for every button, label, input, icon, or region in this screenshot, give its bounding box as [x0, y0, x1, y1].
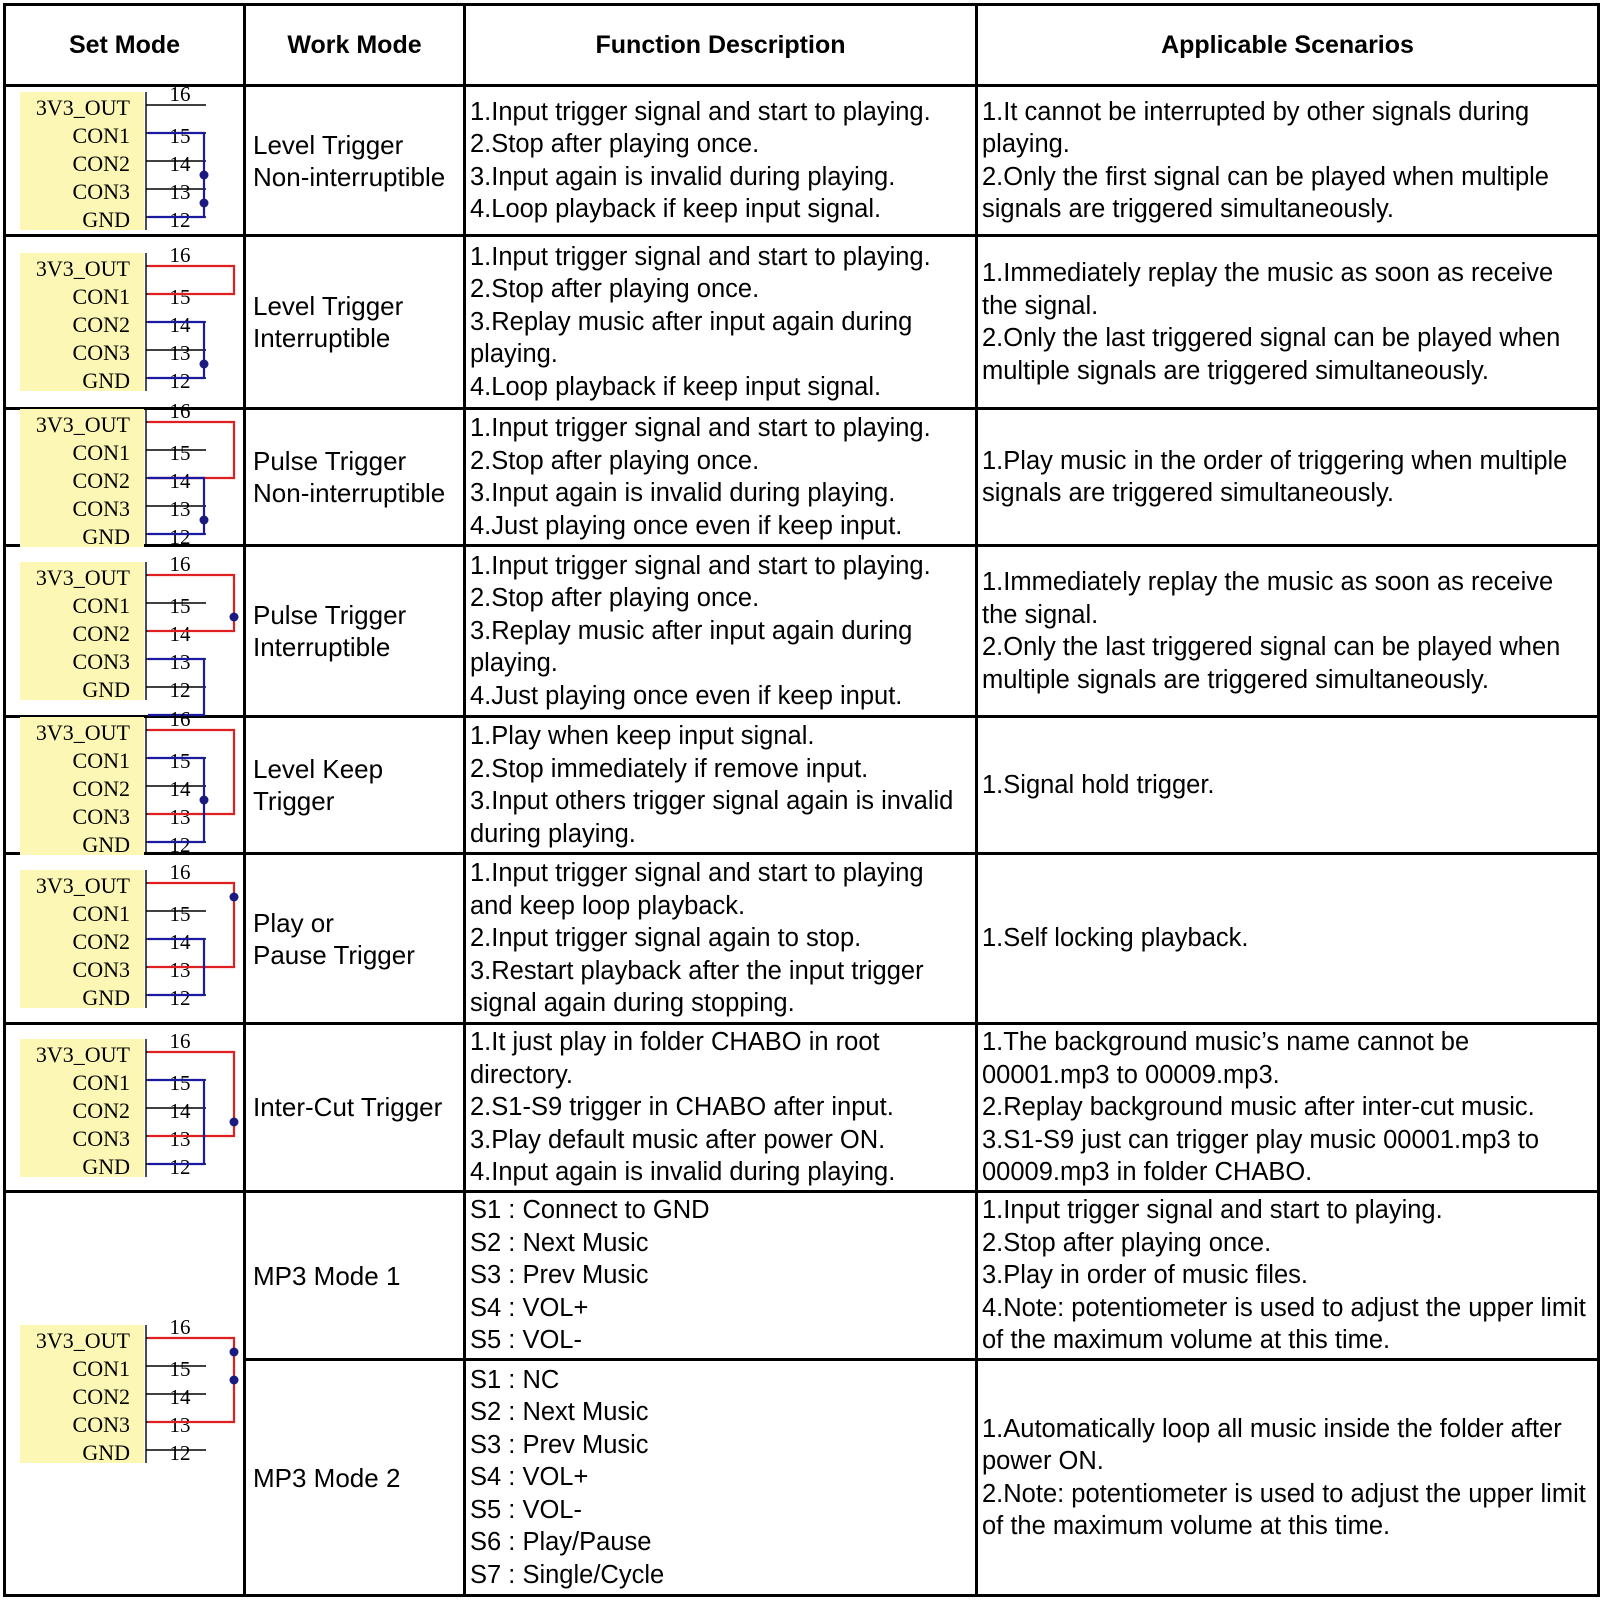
pin-number: 12	[169, 832, 191, 857]
red-jumper-wire	[148, 730, 234, 814]
function-line: 4.Just playing once even if keep input.	[470, 511, 903, 540]
red-jumper-wire	[148, 266, 234, 294]
set-mode-cell	[5, 236, 245, 409]
scenario-line: 2.Stop after playing once.	[982, 1228, 1272, 1257]
pin-number: 12	[169, 1154, 191, 1179]
pin-number: 14	[169, 622, 191, 647]
work-mode-cell	[245, 409, 465, 546]
pin-label: CON2	[72, 621, 130, 647]
pin-number: 12	[169, 678, 191, 703]
function-description-cell	[465, 236, 977, 409]
scenario-line: 1.The background music’s name cannot be 00001.mp3 to 00009.mp3.	[982, 1028, 1470, 1089]
work-mode-cell	[245, 546, 465, 717]
pin-number: 12	[169, 524, 191, 549]
function-line: 3.Play default music after power ON.	[470, 1125, 886, 1154]
pin-number: 14	[169, 151, 191, 176]
function-line: 2.Stop after playing once.	[470, 446, 760, 475]
junction-dot	[200, 360, 209, 369]
pin-label: 3V3_OUT	[35, 1041, 130, 1067]
pin-number: 13	[169, 1126, 191, 1151]
function-line: S7 : Single/Cycle	[470, 1560, 665, 1589]
set-mode-cell	[5, 854, 245, 1024]
work-mode-text: Non-interruptible	[253, 478, 446, 509]
pin-number: 13	[169, 804, 191, 829]
pin-label: CON2	[72, 929, 130, 954]
pin-label: CON3	[72, 803, 130, 829]
pin-number: 16	[169, 1314, 191, 1339]
scenario-line: 2.Note: potentiometer is used to adjust the upper limit of the maximum volume at this time.	[982, 1479, 1586, 1541]
function-line: 2.Stop immediately if remove input.	[470, 754, 869, 783]
work-mode-text: Pause Trigger	[253, 939, 415, 970]
pin-label: CON3	[72, 178, 130, 204]
pin-number: 16	[169, 81, 191, 106]
function-description-cell	[465, 1192, 977, 1360]
function-description-cell	[465, 546, 977, 717]
header-row	[5, 5, 1599, 86]
scenario-line: 2.Only the first signal can be played when multiple signals are triggered simultaneously.	[982, 162, 1549, 224]
function-line: 4.Just playing once even if keep input.	[470, 681, 903, 710]
work-mode-cell	[245, 1192, 465, 1360]
function-line: 1.Input trigger signal and start to playing.	[470, 414, 931, 443]
pin-number: 16	[169, 552, 191, 577]
pin-label: CON1	[72, 122, 130, 148]
jumper-schematic	[6, 81, 240, 232]
pin-label: CON3	[72, 649, 130, 675]
pin-number: 13	[169, 496, 191, 521]
function-line: 4.Input again is invalid during playing.	[470, 1158, 896, 1187]
function-line: S6 : Play/Pause	[470, 1528, 652, 1557]
function-line: 1.It just play in folder CHABO in root directory.	[470, 1028, 880, 1089]
pin-number: 16	[169, 243, 191, 268]
mode-row	[5, 854, 1599, 1024]
function-line: S1 : Connect to GND	[470, 1196, 710, 1225]
applicable-scenarios-cell	[977, 1023, 1599, 1191]
set-mode-cell	[5, 398, 245, 549]
pin-number: 16	[169, 1028, 191, 1053]
pin-number: 15	[169, 748, 191, 773]
set-mode-cell	[5, 1023, 245, 1191]
red-jumper-wire	[148, 1338, 234, 1422]
jumper-schematic	[6, 1028, 240, 1187]
pin-label: CON1	[72, 1069, 130, 1095]
pin-number: 15	[169, 1070, 191, 1095]
pin-number: 16	[169, 706, 191, 731]
pin-label: CON3	[72, 957, 130, 982]
set-mode-cell	[5, 706, 245, 857]
applicable-scenarios-cell	[977, 86, 1599, 236]
function-line: 2.Input trigger signal again to stop.	[470, 924, 862, 953]
pin-number: 13	[169, 1412, 191, 1437]
jumper-schematic	[6, 1201, 240, 1587]
junction-dot	[200, 170, 209, 179]
jumper-schematic	[6, 858, 240, 1019]
junction-dot	[230, 1347, 239, 1356]
pin-number: 15	[169, 1356, 191, 1381]
pin-number: 15	[169, 594, 191, 619]
work-mode-text: Pulse Trigger	[253, 446, 407, 477]
mode-row	[5, 546, 1599, 717]
work-mode-cell	[245, 86, 465, 236]
function-line: S4 : VOL+	[470, 1293, 589, 1322]
pin-label: 3V3_OUT	[35, 565, 130, 591]
pin-label: GND	[82, 206, 130, 232]
function-line: 3.Input again is invalid during playing.	[470, 162, 896, 191]
function-line: S2 : Next Music	[470, 1228, 649, 1257]
scenario-line: 1.Automatically loop all music inside the folder after power ON.	[982, 1414, 1562, 1476]
work-mode-cell	[245, 1360, 465, 1596]
pin-number: 13	[169, 650, 191, 675]
pin-label: 3V3_OUT	[35, 1327, 130, 1353]
junction-dot	[230, 1375, 239, 1384]
scenario-line: 1.Immediately replay the music as soon as receive the signal.	[982, 259, 1554, 320]
work-mode-text: MP3 Mode 2	[253, 1462, 401, 1493]
pin-label: CON2	[72, 775, 130, 801]
function-line: 2.Stop after playing once.	[470, 584, 760, 613]
function-description-cell	[465, 1360, 977, 1596]
mode-row	[5, 1360, 1599, 1596]
pin-label: CON3	[72, 495, 130, 521]
pin-label: GND	[82, 677, 130, 703]
function-description-cell	[465, 716, 977, 853]
pin-number: 16	[169, 860, 191, 884]
function-line: S1 : NC	[470, 1365, 560, 1394]
scenario-line: 2.Only the last triggered signal can be played when multiple signals are triggered simultaneously.	[982, 324, 1561, 385]
pin-number: 15	[169, 123, 191, 148]
work-mode-cell	[245, 1023, 465, 1191]
scenario-line: 1.Immediately replay the music as soon as receive the signal.	[982, 568, 1554, 629]
pin-number: 15	[169, 285, 191, 310]
pin-number: 15	[169, 902, 191, 926]
pin-label: GND	[82, 1153, 130, 1179]
function-line: 1.Input trigger signal and start to playing.	[470, 242, 931, 271]
function-line: S5 : VOL-	[470, 1495, 582, 1524]
scenario-line: 1.Self locking playback.	[982, 924, 1249, 953]
set-mode-cell	[5, 546, 245, 717]
pin-label: CON2	[72, 312, 130, 338]
pin-label: GND	[82, 523, 130, 549]
pin-label: GND	[82, 368, 130, 394]
pin-label: CON3	[72, 340, 130, 366]
work-mode-cell	[245, 716, 465, 853]
set-mode-cell	[5, 81, 245, 236]
work-mode-text: Pulse Trigger	[253, 600, 407, 631]
applicable-scenarios-cell	[977, 854, 1599, 1024]
function-line: 1.Input trigger signal and start to playing.	[470, 551, 931, 580]
scenario-line: 1.Play music in the order of triggering when multiple signals are triggered simultaneously.	[982, 446, 1568, 508]
function-line: 1.Input trigger signal and start to playing.	[470, 97, 931, 126]
pin-number: 14	[169, 313, 191, 338]
function-line: 3.Input again is invalid during playing.	[470, 479, 896, 508]
junction-dot	[200, 795, 209, 804]
pin-label: CON2	[72, 1097, 130, 1123]
function-line: 4.Loop playback if keep input signal.	[470, 195, 882, 224]
set-mode-cell	[5, 1192, 245, 1596]
pin-number: 16	[169, 398, 191, 423]
pin-number: 12	[169, 207, 191, 232]
work-mode-text: Level Trigger	[253, 129, 404, 160]
function-line: 2.S1-S9 trigger in CHABO after input.	[470, 1093, 894, 1122]
red-jumper-wire	[148, 1052, 234, 1136]
pin-number: 13	[169, 341, 191, 366]
pin-number: 12	[169, 1440, 191, 1465]
pin-number: 14	[169, 468, 191, 493]
header-set-mode: Set Mode	[5, 5, 245, 86]
pin-label: CON1	[72, 284, 130, 310]
pin-label: CON1	[72, 439, 130, 465]
work-mode-text: Level Trigger	[253, 291, 404, 322]
mode-table	[3, 3, 1600, 1597]
work-mode-text: Interruptible	[253, 632, 391, 663]
applicable-scenarios-cell	[977, 409, 1599, 546]
function-line: 3.Replay music after input again during playing.	[470, 616, 913, 678]
scenario-line: 3.S1-S9 just can trigger play music 00001.mp3 to 00009.mp3 in folder CHABO.	[982, 1125, 1540, 1187]
jumper-schematic	[6, 398, 240, 549]
scenario-line: 1.It cannot be interrupted by other signals during playing.	[982, 97, 1530, 159]
function-description-cell	[465, 854, 977, 1024]
function-description-cell	[465, 1023, 977, 1191]
pin-label: 3V3_OUT	[35, 94, 130, 120]
pin-label: CON2	[72, 1383, 130, 1409]
function-line: 3.Replay music after input again during playing.	[470, 307, 913, 369]
header-function-description: Function Description	[465, 5, 977, 86]
scenario-line: 2.Only the last triggered signal can be played when multiple signals are triggered simultaneously.	[982, 633, 1561, 694]
pin-label: GND	[82, 1439, 130, 1465]
function-description-cell	[465, 86, 977, 236]
function-line: 3.Input others trigger signal again is invalid during playing.	[470, 787, 954, 848]
work-mode-cell	[245, 854, 465, 1024]
function-line: S2 : Next Music	[470, 1398, 649, 1427]
junction-dot	[200, 198, 209, 207]
pin-label: CON1	[72, 1355, 130, 1381]
applicable-scenarios-cell	[977, 236, 1599, 409]
work-mode-text: Non-interruptible	[253, 161, 446, 192]
pin-label: CON2	[72, 467, 130, 493]
pin-label: 3V3_OUT	[35, 411, 130, 437]
scenario-line: 1.Signal hold trigger.	[982, 770, 1215, 799]
junction-dot	[230, 613, 239, 622]
junction-dot	[200, 515, 209, 524]
pin-number: 14	[169, 930, 191, 954]
function-line: S5 : VOL-	[470, 1326, 582, 1355]
applicable-scenarios-cell	[977, 1360, 1599, 1596]
function-line: 2.Stop after playing once.	[470, 275, 760, 304]
work-mode-text: Level Keep	[253, 754, 384, 785]
mode-row	[5, 1023, 1599, 1191]
jumper-schematic	[6, 240, 240, 404]
pin-number: 14	[169, 776, 191, 801]
header-work-mode: Work Mode	[245, 5, 465, 86]
pin-number: 14	[169, 1098, 191, 1123]
mode-row	[5, 409, 1599, 546]
applicable-scenarios-cell	[977, 546, 1599, 717]
function-line: S3 : Prev Music	[470, 1261, 649, 1290]
pin-label: CON3	[72, 1411, 130, 1437]
pin-label: CON1	[72, 901, 130, 926]
function-line: 4.Loop playback if keep input signal.	[470, 372, 882, 401]
pin-number: 13	[169, 179, 191, 204]
work-mode-text: Interruptible	[253, 323, 391, 354]
function-line: 1.Play when keep input signal.	[470, 722, 815, 751]
function-line: S4 : VOL+	[470, 1463, 589, 1492]
pin-label: 3V3_OUT	[35, 719, 130, 745]
jumper-schematic	[6, 550, 240, 712]
scenario-line: 2.Replay background music after inter-cut music.	[982, 1093, 1535, 1122]
applicable-scenarios-cell	[977, 716, 1599, 853]
pin-label: 3V3_OUT	[35, 873, 130, 898]
pin-label: 3V3_OUT	[35, 256, 130, 282]
mode-row	[5, 716, 1599, 853]
work-mode-text: Play or	[253, 907, 334, 938]
work-mode-cell	[245, 236, 465, 409]
junction-dot	[230, 1117, 239, 1126]
pin-label: CON1	[72, 593, 130, 619]
pin-number: 12	[169, 369, 191, 394]
pin-label: CON2	[72, 150, 130, 176]
applicable-scenarios-cell	[977, 1192, 1599, 1360]
function-description-cell	[465, 409, 977, 546]
mode-row	[5, 236, 1599, 409]
work-mode-text: Inter-Cut Trigger	[253, 1092, 443, 1123]
pin-number: 13	[169, 958, 191, 982]
pin-number: 15	[169, 440, 191, 465]
pin-label: CON3	[72, 1125, 130, 1151]
function-line: 2.Stop after playing once.	[470, 130, 760, 159]
pin-label: CON1	[72, 747, 130, 773]
pin-number: 14	[169, 1384, 191, 1409]
mode-row	[5, 86, 1599, 236]
function-line: 3.Restart playback after the input trigger signal again during stopping.	[470, 956, 924, 1018]
scenario-line: 3.Play in order of music files.	[982, 1261, 1308, 1290]
pin-number: 12	[169, 986, 191, 1010]
pin-label: GND	[82, 985, 130, 1010]
red-jumper-wire	[148, 883, 234, 967]
pin-label: GND	[82, 831, 130, 857]
function-line: S3 : Prev Music	[470, 1430, 649, 1459]
jumper-schematic	[6, 706, 240, 857]
junction-dot	[230, 893, 239, 902]
function-line: 1.Input trigger signal and start to playing and keep loop playback.	[470, 859, 924, 920]
header-applicable-scenarios: Applicable Scenarios	[977, 5, 1599, 86]
work-mode-text: Trigger	[253, 786, 335, 817]
scenario-line: 1.Input trigger signal and start to playing.	[982, 1196, 1443, 1225]
work-mode-text: MP3 Mode 1	[253, 1260, 401, 1291]
scenario-line: 4.Note: potentiometer is used to adjust the upper limit of the maximum volume at this time.	[982, 1293, 1586, 1355]
mode-row	[5, 1192, 1599, 1360]
